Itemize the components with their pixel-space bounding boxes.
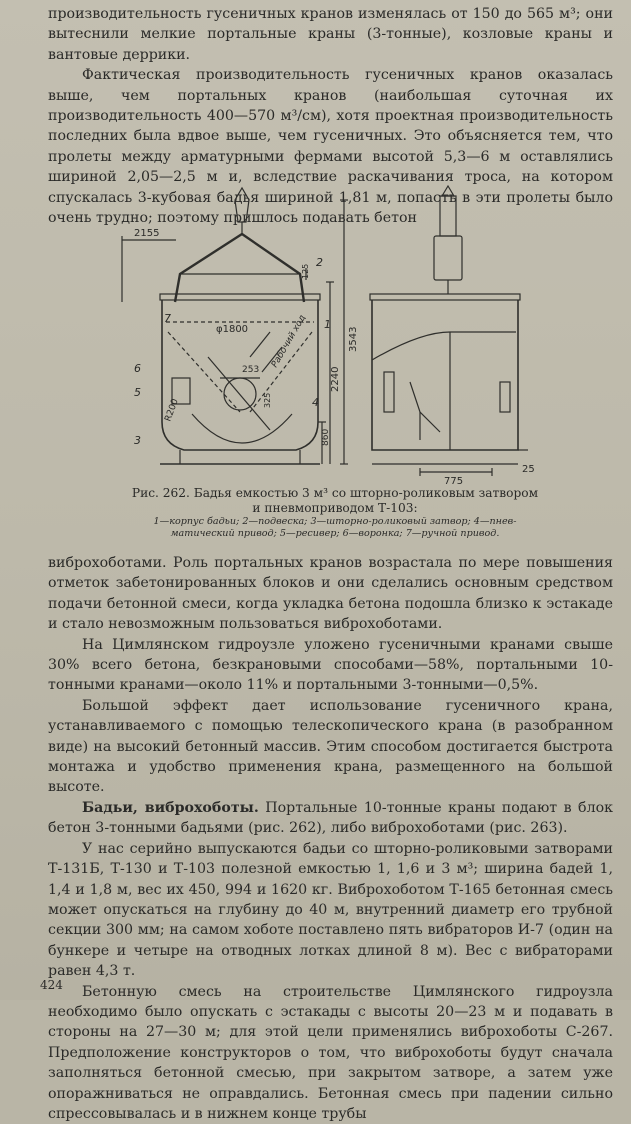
callout-7: 7 [164,312,171,325]
dim-3543: 3543 [348,326,359,352]
dim-1800: φ1800 [216,324,249,335]
figure-262-bucket-drawing [120,182,540,492]
paragraph-2: Фактическая производительность гусеничных кранов оказалась выше, чем портальных кранов (наибольшая суточная их производительность 400—570 м³/см), хотя проектная производительность последних была вдвое выше, чем гусеничных. Это объясняется тем, что пролеты между арматурными фермами высотой 5,3—6 м оставлялись шириной 2,05—2,5 м и, вследствие раскачивания троса, на котором спускалась 3-кубовая бадья шириной 1,81 м, попасть в эти пролеты было очень трудно; поэтому пришлось подавать бетон [48,67,613,227]
suspension-left [175,234,242,302]
caption-line-1: Рис. 262. Бадья емкостью 3 м³ со шторно-роликовым затвором [131,486,539,500]
rim [160,294,320,300]
dim-25: 25 [522,464,535,475]
dim-775: 775 [444,476,464,487]
paragraph-6 [48,798,613,839]
dim-860: 860 [321,428,331,446]
dim-2240: 2240 [330,366,341,392]
dim-253: 253 [242,365,260,375]
paragraph-5: Большой эффект дает использование гусеничного крана, устанавливаемого с помощью телескопического крана (в разобранном виде) на высокий бетонный массив. Этим способом достигается быстрота монтажа и удобство применения крана, размещенного на большой высоте. [48,697,613,796]
figure-caption [110,486,560,516]
paragraph-4: На Цимлянском гидроузле уложено гусеничными кранами свыше 30% всего бетона, безкрановыми способами—58%, портальными 10-тонными кранами—около 11% и портальными 3-тонными—0,5%. [48,636,613,694]
gate-arc [192,414,292,443]
page-number: 424 [40,978,63,992]
text-bottom [48,553,613,1124]
callout-4: 4 [312,396,319,409]
paragraph-1: производительность гусеничных кранов изменялась от 150 до 565 м³; они вытеснили мелкие портальные краны (3-тонные), козловые краны и вантовые деррики. [48,6,613,63]
callout-2: 2 [316,256,323,269]
paragraph-7: У нас серийно выпускаются бадьи со шторно-роликовыми затворами Т-131Б, Т-130 и Т-103 полезной емкостью 1, 1,6 и 3 м³; ширина бадей 1, 1,4 и 1,8 м, вес их 450, 994 и 1620 кг. Виброхоботом Т-165 бетонная смесь может опускаться на глубину до 40 м, внутренний диаметр его трубной секции 300 мм; на самом хоботе поставлено пять вибраторов И-7 (один на бункере и четыре на отводных лотках длиной 8 м). Вес с вибраторами равен 4,3 т. [48,840,613,980]
paragraph-3: виброхоботами. Роль портальных кранов возрастала по мере повышения отметок забетонированных блоков и они сделались основным средством подачи бетонной смеси, когда укладка бетона подошла близко к эстакаде и стало невозможным пользоваться виброхоботами. [48,555,613,633]
dim-125: 125 [301,263,310,279]
suspension-right [242,234,304,302]
lifting-eye [235,188,249,222]
side-lifting-eye [440,196,456,236]
callout-3: 3 [134,434,141,447]
paragraph-8: Бетонную смесь на строительстве Цимлянского гидроузла необходимо было опускать с эстакады с высоты 20—23 м и подавать в стороны на 27—30 м; для этой цели применялись виброхоботы С-267. Предположение конструкторов о том, что виброхоботы будут сначала заполняться бетонной смесью, при закрытом затворе, а затем уже опоражниваться не оправдались. Бетонная смесь при падении сильно спрессовывалась и в нижнем конце трубы [48,983,613,1122]
legend-line-2: матический привод; 5—ресивер; 6—воронка; 7—ручной привод. [170,528,500,539]
legend-line-1: 1—корпус бадьи; 2—подвеска; 3—шторно-роликовый затвор; 4—пнев- [153,516,517,527]
figure-legend [110,516,560,540]
dim-325: 325 [263,392,272,408]
dim-2155: 2155 [134,228,160,239]
working-stroke-label: Рабочий ход [269,313,309,370]
callout-5: 5 [134,386,141,399]
paragraph-6-body: Портальные 10-тонные краны подают в блок бетон 3-тонными бадьями (рис. 262), либо виброхоботами (рис. 263). [48,799,613,837]
section-heading-runin: Бадьи, виброхоботы. [82,799,259,816]
caption-line-2: и пневмоприводом Т-103: [252,501,418,515]
dim-r200: R200 [163,397,181,424]
callout-1: 1 [324,318,331,331]
callout-6: 6 [134,362,141,375]
